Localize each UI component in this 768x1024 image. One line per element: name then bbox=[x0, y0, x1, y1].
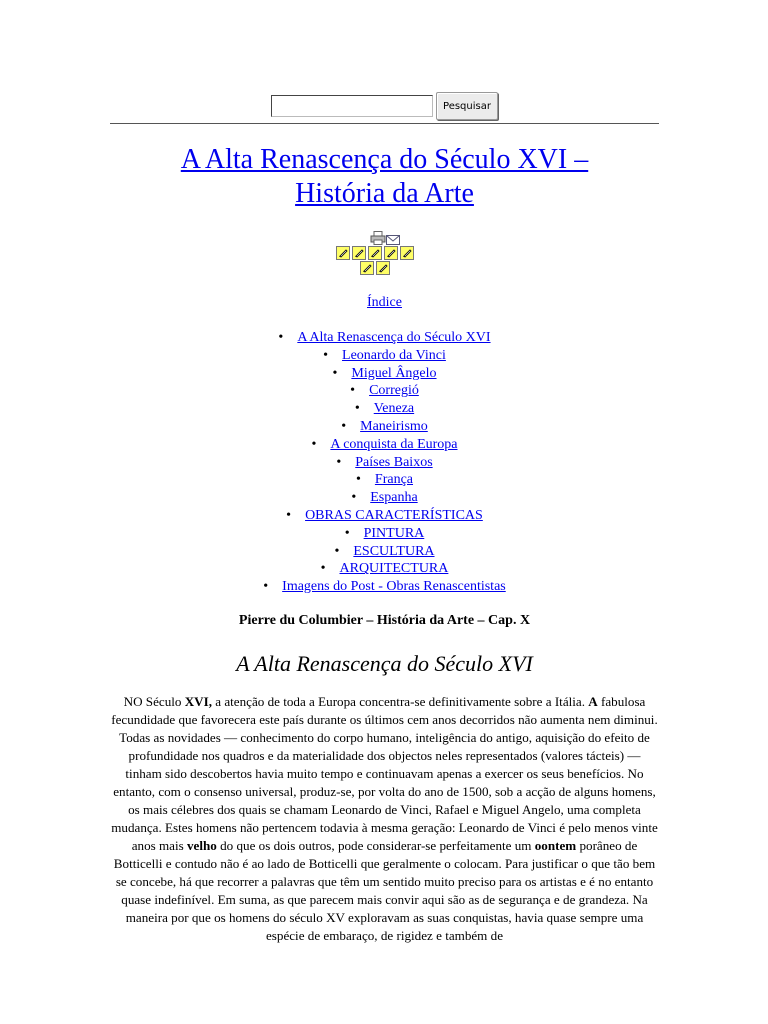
toc-item bbox=[110, 418, 659, 436]
pencil-icon[interactable] bbox=[368, 246, 382, 260]
toc-link[interactable]: A Alta Renascença do Século XVI bbox=[297, 330, 491, 345]
toc-item bbox=[110, 525, 659, 543]
toc-item bbox=[110, 507, 659, 525]
toc-item bbox=[110, 329, 659, 347]
toc-link[interactable]: ESCULTURA bbox=[353, 543, 435, 559]
body-segment-bold: velho bbox=[187, 838, 217, 853]
pencil-icon[interactable] bbox=[400, 246, 414, 260]
table-of-contents bbox=[110, 329, 659, 596]
section-title: A Alta Renascença do Século XVI bbox=[236, 651, 533, 676]
body-segment: NO Século bbox=[123, 694, 185, 709]
index-link[interactable]: Índice bbox=[367, 295, 402, 310]
toc-item bbox=[110, 454, 659, 472]
horizontal-rule bbox=[110, 123, 659, 124]
toc-link[interactable]: OBRAS CARACTERÍSTICAS bbox=[305, 507, 483, 523]
index-heading bbox=[110, 294, 659, 312]
pencil-icon[interactable] bbox=[360, 261, 374, 275]
toc-link[interactable]: Imagens do Post - Obras Renascentistas bbox=[282, 579, 506, 595]
body-paragraph bbox=[110, 693, 659, 945]
page-title-link[interactable] bbox=[181, 144, 588, 209]
body-segment: porâneo de Botticelli e contudo não é ao lado de Botticelli que geralmente o colocam. Para justificar o que tão bem se concebe, há que recorrer a palavras que têm um sentido muito preciso para os artistas e é no entanto quase indefinível. Em suma, as que parecem mais convir aqui são as de segurança e de grandeza. Na maneira por que os homens do século XV exploravam as suas conquistas, havia quase sempre uma espécie de embaraço, de rigidez e também de bbox=[113, 838, 656, 943]
toc-link[interactable]: Veneza bbox=[373, 401, 415, 417]
pencil-icon[interactable] bbox=[376, 261, 390, 275]
toc-item bbox=[110, 471, 659, 489]
pencil-icon[interactable] bbox=[352, 246, 366, 260]
toc-link[interactable]: Espanha bbox=[370, 490, 418, 506]
toc-link[interactable]: Países Baixos bbox=[355, 454, 433, 470]
toc-item bbox=[110, 489, 659, 507]
body-segment: a atenção de toda a Europa concentra-se definitivamente sobre a Itália. bbox=[212, 694, 589, 709]
body-segment: fabulosa fecundidade que favorecera este país durante os últimos cem anos decorridos não aumenta nem diminui. Todas as novidades — conhecimento do corpo humano, inteligência do antigo, aquisição do efeito de profundidade nos quadros e da materialidade dos objectos neles representados (valores tácteis) — tinham sido descobertos havia muito tempo e continuavam apenas a exercer os seus benefícios. No entanto, com o consenso universal, produz-se, por volta do ano de 1500, sob a acção de alguns homens, os mais célebres dos quais se chamam Leonardo de Vinci, Rafael e Miguel Angelo, uma completa mudança. Estes homens não pertencem todavia à mesma geração: Leonardo de Vinci é pelo menos vinte anos mais bbox=[111, 694, 658, 853]
search-button[interactable]: Pesquisar bbox=[436, 92, 498, 120]
toc-link[interactable]: A conquista da Europa bbox=[330, 436, 458, 452]
body-segment-bold: XVI, bbox=[184, 694, 212, 709]
toc-link[interactable]: PINTURA bbox=[363, 525, 425, 541]
title-line-2: História da Arte bbox=[295, 178, 474, 209]
body-segment: do que os dois outros, pode considerar-se perfeitamente um bbox=[216, 838, 535, 853]
toc-item bbox=[110, 560, 659, 578]
toc-link[interactable]: ARQUITECTURA bbox=[339, 561, 449, 577]
body-segment-bold: A bbox=[588, 694, 598, 709]
toc-item bbox=[110, 382, 659, 400]
toc-item bbox=[110, 365, 659, 383]
pencil-icon[interactable] bbox=[336, 246, 350, 260]
toc-link[interactable]: Corregió bbox=[369, 383, 419, 399]
page-title bbox=[110, 143, 659, 211]
toc-link[interactable]: França bbox=[374, 472, 413, 488]
toc-link[interactable]: Leonardo da Vinci bbox=[342, 347, 446, 363]
search-bar bbox=[271, 91, 499, 121]
toc-item bbox=[110, 347, 659, 365]
title-line-1: A Alta Renascença do Século XVI – bbox=[180, 144, 589, 175]
toc-link[interactable]: Maneirismo bbox=[360, 418, 428, 434]
pencil-icon[interactable] bbox=[384, 246, 398, 260]
toc-item bbox=[110, 543, 659, 561]
toc-item bbox=[110, 578, 659, 596]
search-input[interactable] bbox=[271, 95, 433, 117]
body-segment-bold: oontem bbox=[534, 838, 577, 853]
toc-item bbox=[110, 436, 659, 454]
source-citation: Pierre du Columbier – História da Arte – Cap. X bbox=[238, 613, 531, 628]
share-toolbar bbox=[334, 229, 434, 277]
toc-item bbox=[110, 400, 659, 418]
toc-link[interactable]: Miguel Ângelo bbox=[351, 365, 437, 381]
